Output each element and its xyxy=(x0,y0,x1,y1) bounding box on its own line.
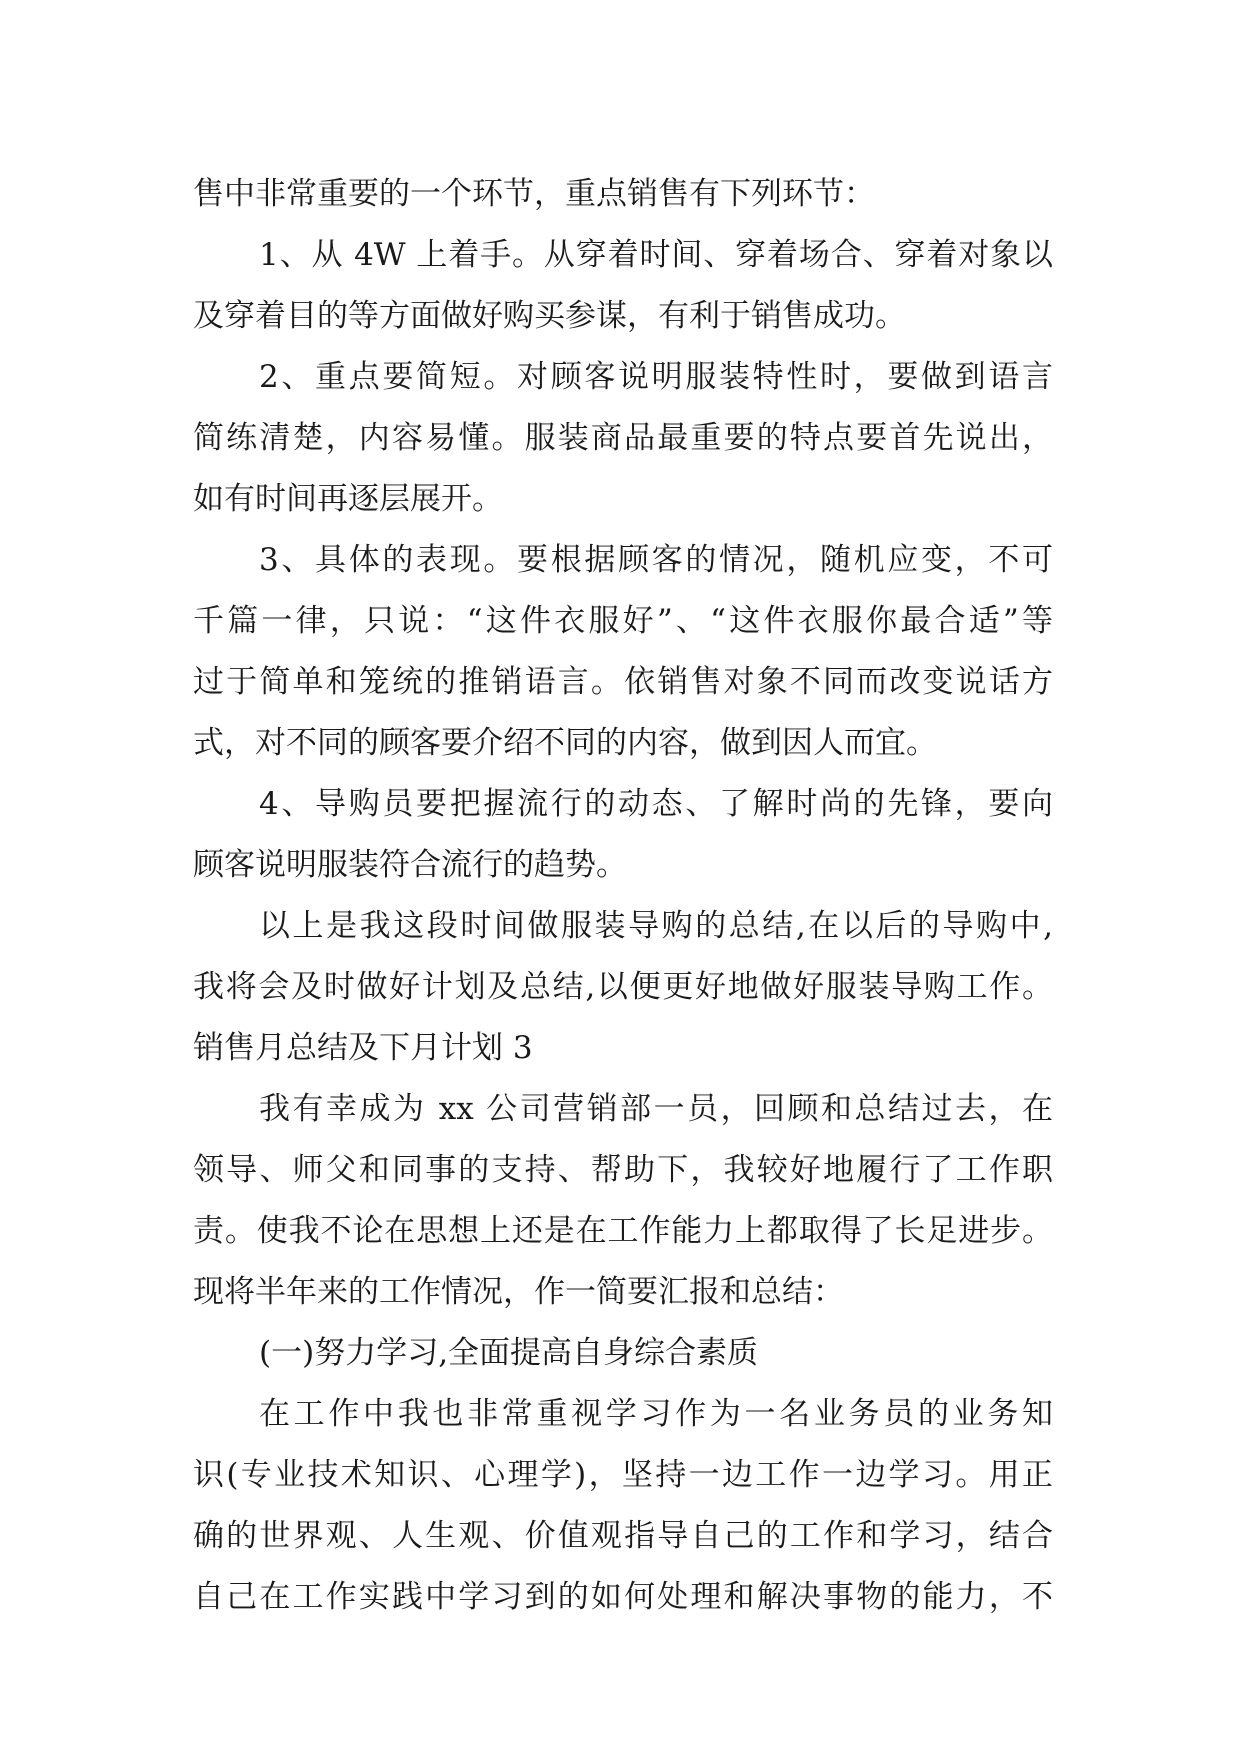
text-line: 现将半年来的工作情况，作一简要汇报和总结： xyxy=(193,1274,844,1310)
text-line: 简练清楚，内容易懂。服装商品最重要的特点要首先说出， xyxy=(193,420,1053,456)
text-line: 识(专业技术知识、心理学)，坚持一边工作一边学习。用正 xyxy=(193,1457,1053,1493)
text-line: 式，对不同的顾客要介绍不同的内容，做到因人而宜。 xyxy=(193,725,937,761)
text-line: 在工作中我也非常重视学习作为一名业务员的业务知 xyxy=(259,1396,1053,1432)
text-line: 1、从 4W 上着手。从穿着时间、穿着场合、穿着对象以 xyxy=(259,237,1053,273)
text-line: 自己在工作实践中学习到的如何处理和解决事物的能力，不 xyxy=(193,1579,1053,1615)
text-line: 4、导购员要把握流行的动态、了解时尚的先锋，要向 xyxy=(259,786,1053,822)
text-line: 责。使我不论在思想上还是在工作能力上都取得了长足进步。 xyxy=(193,1213,1053,1249)
text-line: 千篇一律，只说：“这件衣服好”、“这件衣服你最合适”等 xyxy=(193,603,1053,639)
text-line: 以上是我这段时间做服装导购的总结,在以后的导购中, xyxy=(259,908,1053,944)
text-line: 确的世界观、人生观、价值观指导自己的工作和学习，结合 xyxy=(193,1518,1053,1554)
text-line: 我将会及时做好计划及总结,以便更好地做好服装导购工作。 xyxy=(193,969,1053,1005)
text-line: 及穿着目的等方面做好购买参谋，有利于销售成功。 xyxy=(193,298,906,334)
text-line: 3、具体的表现。要根据顾客的情况，随机应变，不可 xyxy=(259,542,1053,578)
text-line: 顾客说明服装符合流行的趋势。 xyxy=(193,847,627,883)
document-body xyxy=(193,164,1053,1628)
subsection-heading: (一)努力学习,全面提高自身综合素质 xyxy=(259,1335,759,1371)
text-line: 2、重点要简短。对顾客说明服装特性时，要做到语言 xyxy=(259,359,1053,395)
text-line: 我有幸成为 xx 公司营销部一员，回顾和总结过去，在 xyxy=(259,1091,1053,1127)
text-line: 如有时间再逐层展开。 xyxy=(193,481,503,517)
section-heading: 销售月总结及下月计划 3 xyxy=(193,1030,533,1066)
text-line: 售中非常重要的一个环节，重点销售有下列环节： xyxy=(193,176,875,212)
text-line: 过于简单和笼统的推销语言。依销售对象不同而改变说话方 xyxy=(193,664,1053,700)
text-line: 领导、师父和同事的支持、帮助下，我较好地履行了工作职 xyxy=(193,1152,1053,1188)
